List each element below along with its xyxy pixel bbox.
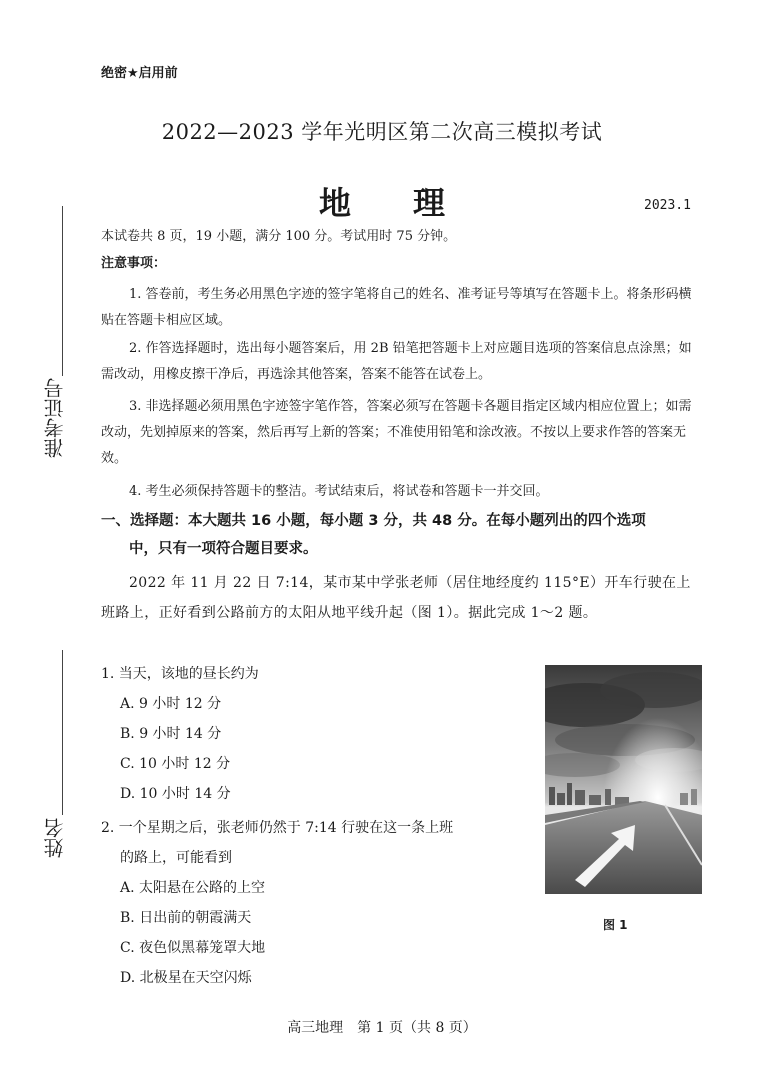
exam-date: 2023.1 [644,198,691,213]
option-b: B. 日出前的朝霞满天 [120,910,252,926]
name-line [62,650,63,815]
page-footer: 高三地理 第 1 页（共 8 页） [287,1020,477,1036]
name-label: 姓名 [43,818,67,858]
option-d: D. 北极星在天空闪烁 [120,970,252,986]
note-item: 3. 非选择题必须用黑色字迹签字笔作答，答案必须写在答题卡各题目指定区域内相应位置上；如需改动，先划掉原来的答案，然后再写上新的答案；不准使用铅笔和涂改液。不按以上要求作答的答案无效。 [101,399,692,466]
option-a: A. 9 小时 12 分 [120,696,222,712]
exam-intro: 本试卷共 8 页，19 小题，满分 100 分。考试用时 75 分钟。 [101,229,457,244]
note-item: 4. 考生必须保持答题卡的整洁。考试结束后，将试卷和答题卡一并交回。 [129,484,549,499]
note-item: 2. 作答选择题时，选出每小题答案后，用 2B 铅笔把答题卡上对应题目选项的答案信息点涂黑；如需改动，用橡皮擦干净后，再选涂其他答案，答案不能答在试卷上。 [101,341,692,382]
id-number-label: 准考证号 [43,378,67,458]
figure-caption: 图 1 [603,918,628,932]
question-1-text: 1. 当天，该地的昼长约为 [101,666,259,682]
question-2-line2: 的路上，可能看到 [120,850,232,866]
option-a: A. 太阳悬在公路的上空 [120,880,266,896]
sunrise-road-photo [545,665,702,894]
option-b: B. 9 小时 14 分 [120,726,222,742]
exam-title: 2022—2023 学年光明区第二次高三模拟考试 [161,120,603,144]
id-number-line [62,206,63,376]
question-1 [101,659,531,809]
note-item: 1. 答卷前，考生务必用黑色字迹的签字笔将自己的姓名、准考证号等填写在答题卡上。将条形码横贴在答题卡相应区域。 [101,287,692,328]
notes-heading: 注意事项： [101,256,167,271]
option-d: D. 10 小时 14 分 [120,786,231,802]
section-heading-line1: 一、选择题：本大题共 16 小题，每小题 3 分，共 48 分。在每小题列出的四个选项 [101,513,646,529]
question-2-line1: 2. 一个星期之后，张老师仍然于 7:14 行驶在这一条上班 [101,820,454,836]
section-heading [101,507,713,563]
subject-title: 地理 [318,184,507,222]
confidential-label: 绝密★启用前 [101,66,178,81]
option-c: C. 10 小时 12 分 [120,756,231,772]
section-heading-line2: 中，只有一项符合题目要求。 [129,541,318,557]
question-2 [101,813,531,993]
option-c: C. 夜色似黑幕笼罩大地 [120,940,266,956]
question-stem: 2022 年 11 月 22 日 7:14，某市某中学张老师（居住地经度约 115°E）开车行驶在上班路上，正好看到公路前方的太阳从地平线升起（图 1）。据此完成 1～2 题。 [101,575,691,621]
